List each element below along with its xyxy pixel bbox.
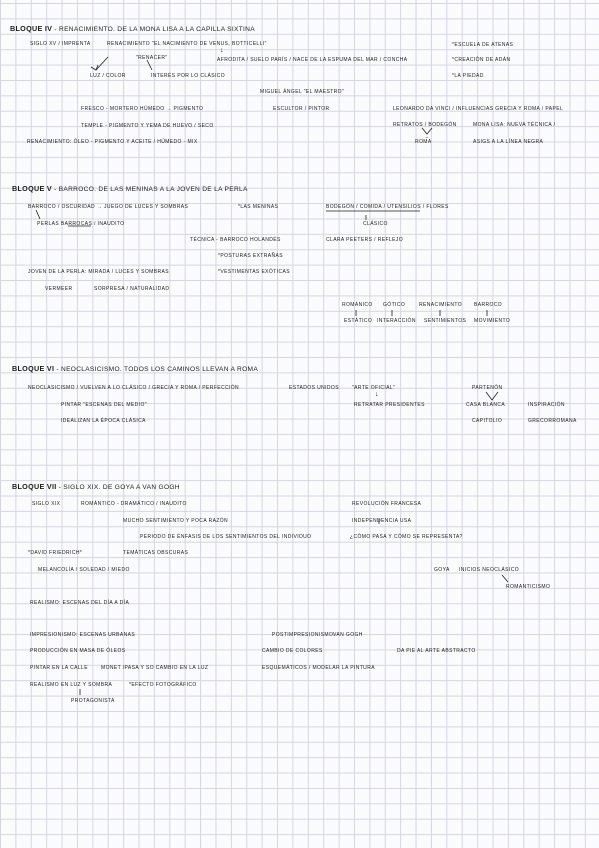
note-text: IMPRESIONISMO: ESCENAS URBANAS [30,632,136,638]
note-text: ESTADOS UNIDOS [289,385,339,391]
note-text: SIGLO XIX [32,501,61,507]
note-text: *DAVID FRIEDRICH* [28,550,83,556]
note-text: DA PIE AL ARTE ABSTRACTO [397,648,476,654]
note-text: VERMEER [45,286,73,292]
note-text: *POSTURAS EXTRAÑAS [218,253,283,259]
note-text: REALISMO: ESCENAS DEL DÍA A DÍA [30,600,130,606]
connector-line [486,392,498,400]
block-v-subtitle: - BARROCO. DE LAS MENINAS A LA JOVEN DE LA PERLA [51,186,248,193]
note-text: CAPITOLIO [472,418,503,424]
note-text: MELANCOLÍA / SOLEDAD / MIEDO [38,567,130,573]
style-trait: SENTIMIENTOS [424,318,467,324]
note-text: TÉCNICA - BARROCO HOLANDÉS [190,237,281,243]
note-text: TEMPLE - PIGMENTO Y YEMA DE HUEVO / SECO [81,123,214,129]
note-text: PRODUCCIÓN EN MASA DE ÓLEOS [30,648,126,654]
note-text: PINTAR EN LA CALLE [30,665,88,671]
note-text: TEMÁTICAS OBSCURAS [123,550,189,556]
note-text: LUZ / COLOR [90,73,126,79]
connector-line [96,57,108,70]
note-text: ROMÁNTICO - DRAMÁTICO / INAUDITO [81,501,187,507]
note-text: MIGUEL ÁNGEL "EL MAESTRO" [260,89,345,95]
note-text: BARROCO / OSCURIDAD → JUEGO DE LUCES Y SOMBRAS [28,204,189,210]
note-text: MUCHO SENTIMIENTO Y POCA RAZÓN [123,518,229,524]
note-text: SIGLO XV / IMPRENTA [30,41,91,47]
note-text: INICIOS NEOCLÁSICO [459,567,519,573]
note-text: REALISMO EN LUZ Y SOMBRA [30,682,113,688]
block-vi-number: BLOQUE VI [12,364,55,373]
connector-line [422,128,432,134]
note-text: AFRODITA / SUELO PARÍS / NACE DE LA ESPUMA DEL MAR / CONCHA [217,57,408,63]
note-text: MONA LISA: NUEVA TÉCNICA / [473,122,556,128]
note-text: ¿CÓMO PASA Y CÓMO SE REPRESENTA? [350,534,463,540]
block-iv-number: BLOQUE IV [10,24,53,33]
connector-line [502,575,508,582]
note-text: POSTIMPRESIONISMO: [272,632,336,638]
block-iv-subtitle: - RENACIMIENTO. DE LA MONA LISA A LA CAPILLA SIXTINA [52,26,255,33]
note-text: ROMANTICISMO [506,584,551,590]
style-label: GÓTICO [383,302,406,308]
style-label: RENACIMIENTO [419,302,463,308]
block-vii-title [12,483,180,492]
note-text: CAMBIO DE COLORES [262,648,323,654]
note-text: ESQUEMÁTICOS / MODELAR LA PINTURA [262,665,375,671]
note-text: *CREACIÓN DE ADÁN [452,57,511,63]
block-v-title [12,185,248,194]
note-text: RENACIMIENTO "EL NACIMIENTO DE VENUS, BOTTICELLI" [107,41,267,47]
block-vii-number: BLOQUE VII [12,482,57,491]
note-text: RENACIMIENTO: ÓLEO - PIGMENTO Y ACEITE / HÚMEDO - MIX [27,139,198,145]
note-text: GOYA [434,567,450,573]
note-text: MONET /PASA Y SO CAMBIO EN LA LUZ [101,665,209,671]
block-vi-subtitle: - NEOCLASICISMO. TODOS LOS CAMINOS LLEVAN A ROMA [54,366,259,373]
note-text: CASA BLANCA [466,402,506,408]
note-text: IDEALIZAN LA ÉPOCA CLÁSICA [61,418,146,424]
note-text: NEOCLASICISMO / VUELVEN A LO CLÁSICO / GRECIA Y ROMA / PERFECCIÓN [28,385,240,391]
note-text: BODEGÓN / COMIDA / UTENSILIOS / FLORES [326,204,449,210]
style-trait: MOVIMIENTO [474,318,511,324]
note-text: *EFECTO FOTOGRÁFICO [129,682,197,688]
note-text: GRECORROMANA [528,418,577,424]
note-text: RETRATAR PRESIDENTES [354,402,425,408]
note-text: CLARA PEETERS / REFLEJO [326,237,403,243]
note-text: *VESTIMENTAS EXÓTICAS [218,269,290,275]
note-text: RETRATOS / BODEGÓN [393,122,457,128]
note-text: ROMA [415,139,432,145]
note-text: PINTAR "ESCENAS DEL MEDIO" [61,402,147,408]
note-text: ESCULTOR / PINTOR [273,106,330,112]
block-vii-subtitle: - SIGLO XIX. DE GOYA A VAN GOGH [56,484,180,491]
connector-line [147,60,152,70]
note-text: SORPRESA / NATURALIDAD [94,286,170,292]
note-text: "RENACER" [136,55,168,61]
arrow-icon: ↓ [375,391,379,398]
note-text: INDEPENDENCIA USA [352,518,412,524]
note-text: *LA PIEDAD [452,73,484,79]
note-text: VAN GOGH [333,632,363,638]
note-text: REVOLUCIÓN FRANCESA [352,501,422,507]
note-text: *ESCUELA DE ATENAS [452,42,514,48]
note-text: FRESCO - MORTERO HÚMEDO → PIGMENTO [81,106,204,112]
block-vi-title [12,365,258,374]
style-trait: INTERACCIÓN [377,318,416,324]
note-text: *LAS MENINAS [238,204,279,210]
note-text: INSPIRACIÓN [528,402,565,408]
connector-line [36,210,40,219]
note-text: ASIGS A LA LÍNEA NEGRA [473,139,544,145]
note-text: "ARTE OFICIAL" [352,385,396,391]
note-text: LEONARDO DA VINCI / INFLUENCIAS GRECIA Y ROMA / PAPEL [393,106,564,112]
block-v-number: BLOQUE V [12,184,52,193]
style-trait: ESTÁTICO [344,318,373,324]
note-text: PERLAS BARROCAS / INAUDITO [37,221,125,227]
style-label: ROMÁNICO [342,302,373,308]
style-label: BARROCO [474,302,503,308]
note-text: PERIODO DE ÉNFASIS DE LOS SENTIMIENTOS DEL INDIVIDUO [140,534,312,540]
note-text: PARTENÓN [472,385,503,391]
arrow-icon: ↓ [220,47,224,54]
note-text: JOVEN DE LA PERLA: MIRADA / LUCES Y SOMBRAS [28,269,169,275]
note-text: PROTAGONISTA [71,698,115,704]
note-text: INTERÉS POR LO CLÁSICO [151,73,226,79]
note-text: CLÁSICO [363,221,388,227]
block-iv-title [10,25,255,34]
